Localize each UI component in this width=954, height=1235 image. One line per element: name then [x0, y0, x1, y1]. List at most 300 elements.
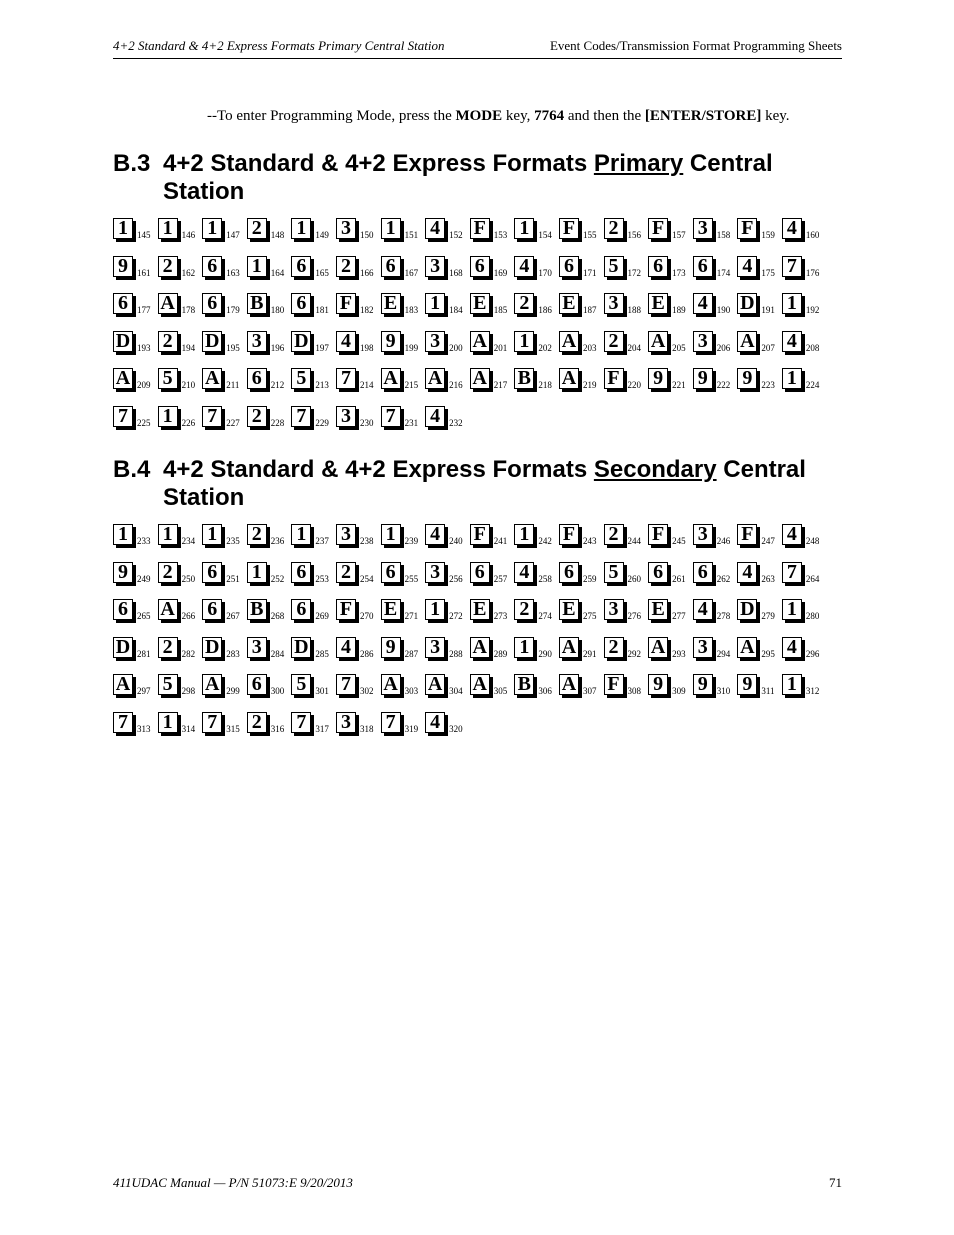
- address-entry: [291, 637, 336, 661]
- keypad-digit-box: A: [737, 637, 757, 658]
- address-number: 284: [270, 648, 285, 659]
- address-entry: [514, 331, 559, 355]
- address-entry: [737, 562, 782, 586]
- address-entry: [291, 256, 336, 280]
- keypad-digit-box: 3: [247, 637, 267, 658]
- address-number: 291: [582, 648, 597, 659]
- keypad-digit-box: D: [737, 599, 757, 620]
- keypad-digit-box: 6: [693, 256, 713, 277]
- address-entry: [291, 712, 336, 736]
- address-number: 319: [404, 723, 419, 734]
- address-entry: [158, 524, 203, 548]
- keypad-digit-box: 7: [202, 712, 222, 733]
- address-row: [113, 256, 827, 294]
- address-entry: [604, 293, 649, 317]
- keypad-digit-box: 2: [604, 524, 624, 545]
- keypad-digit-box: 5: [604, 562, 624, 583]
- address-entry: [737, 293, 782, 317]
- keypad-digit-box: 2: [604, 637, 624, 658]
- keypad-digit-box: 4: [693, 293, 713, 314]
- keypad-digit-box: 7: [113, 406, 133, 427]
- address-number: 151: [404, 230, 419, 240]
- address-number: 258: [538, 573, 552, 584]
- address-number: 185: [493, 305, 508, 315]
- address-entry: [202, 406, 247, 430]
- address-number: 180: [270, 305, 285, 315]
- keypad-digit-box: 1: [514, 637, 534, 658]
- address-number: 301: [315, 686, 329, 696]
- keypad-digit-box: 1: [381, 524, 401, 545]
- address-number: 281: [137, 648, 151, 659]
- address-number: 247: [761, 536, 775, 546]
- address-number: 195: [226, 342, 240, 353]
- keypad-digit-box: 3: [693, 218, 713, 239]
- address-number: 293: [672, 648, 686, 659]
- address-entry: [247, 368, 292, 392]
- address-entry: [782, 293, 827, 317]
- address-entry: [247, 599, 292, 623]
- address-entry: [202, 368, 247, 392]
- address-entry: [202, 599, 247, 623]
- keypad-digit-box: 2: [336, 256, 356, 277]
- address-number: 182: [359, 305, 374, 315]
- keypad-digit-box: 4: [782, 331, 802, 352]
- address-entry: [782, 256, 827, 280]
- secondary-central-station-grid: [113, 524, 827, 749]
- address-row: [113, 674, 827, 712]
- address-entry: [381, 674, 426, 698]
- section-title-text: Central: [683, 150, 773, 177]
- keypad-digit-box: D: [113, 637, 133, 658]
- address-entry: [693, 331, 738, 355]
- keypad-digit-box: E: [381, 293, 401, 314]
- address-entry: [381, 406, 426, 430]
- address-entry: [693, 674, 738, 698]
- address-entry: [113, 331, 158, 355]
- address-number: 200: [449, 342, 463, 353]
- address-number: 272: [449, 611, 463, 621]
- address-entry: [559, 637, 604, 661]
- running-header-left: 4+2 Standard & 4+2 Express Formats Primary Central Station: [113, 38, 445, 53]
- address-entry: [336, 712, 381, 736]
- header-rule: [113, 58, 842, 59]
- section-title-text: Central: [716, 456, 806, 483]
- address-entry: [559, 293, 604, 317]
- address-number: 164: [270, 267, 285, 278]
- address-number: 199: [404, 342, 419, 353]
- address-row: [113, 599, 827, 637]
- keypad-digit-box: 6: [202, 562, 222, 583]
- keypad-digit-box: 7: [336, 674, 356, 695]
- address-number: 269: [315, 611, 329, 621]
- address-number: 285: [315, 648, 329, 659]
- address-entry: [202, 637, 247, 661]
- address-number: 299: [226, 686, 240, 696]
- section-title-underlined: Primary: [593, 150, 684, 177]
- instruction-text: --To enter Programming Mode, press the: [207, 108, 456, 124]
- address-entry: [113, 218, 158, 242]
- address-number: 165: [315, 267, 329, 278]
- keypad-digit-box: 1: [425, 293, 445, 314]
- keypad-digit-box: 1: [158, 218, 178, 239]
- address-number: 174: [716, 267, 731, 278]
- address-entry: [158, 256, 203, 280]
- address-entry: [693, 256, 738, 280]
- keypad-digit-box: A: [158, 293, 178, 314]
- address-entry: [381, 599, 426, 623]
- address-row: [113, 406, 827, 444]
- keypad-digit-box: 9: [648, 674, 668, 695]
- address-entry: [604, 368, 649, 392]
- address-entry: [782, 599, 827, 623]
- keypad-digit-box: B: [247, 293, 267, 314]
- keypad-digit-box: 1: [247, 256, 267, 277]
- address-entry: [336, 218, 381, 242]
- keypad-digit-box: 1: [291, 218, 311, 239]
- keypad-digit-box: 4: [737, 562, 757, 583]
- keypad-digit-box: 6: [291, 599, 311, 620]
- keypad-digit-box: 9: [113, 256, 133, 277]
- keypad-digit-box: 7: [113, 712, 133, 733]
- keypad-digit-box: 2: [247, 218, 267, 239]
- address-number: 156: [627, 230, 642, 240]
- address-entry: [425, 562, 470, 586]
- address-entry: [737, 524, 782, 548]
- enter-store-key-label: [ENTER/STORE]: [644, 108, 762, 124]
- address-entry: [782, 674, 827, 698]
- address-number: 278: [716, 611, 731, 621]
- keypad-digit-box: 1: [158, 406, 178, 427]
- address-entry: [291, 674, 336, 698]
- address-number: 220: [627, 380, 642, 390]
- address-number: 211: [226, 380, 240, 390]
- address-number: 171: [582, 267, 597, 278]
- address-number: 154: [538, 230, 552, 240]
- keypad-digit-box: 1: [782, 674, 802, 695]
- keypad-digit-box: 6: [202, 599, 222, 620]
- address-number: 232: [449, 417, 463, 428]
- address-number: 229: [315, 417, 329, 428]
- address-row: [113, 637, 827, 675]
- keypad-digit-box: 1: [202, 218, 222, 239]
- keypad-digit-box: D: [202, 331, 222, 352]
- keypad-digit-box: 6: [470, 562, 490, 583]
- address-number: 221: [672, 380, 686, 390]
- keypad-digit-box: 1: [202, 524, 222, 545]
- address-number: 261: [672, 573, 686, 584]
- keypad-digit-box: 6: [291, 562, 311, 583]
- keypad-digit-box: 1: [158, 524, 178, 545]
- keypad-digit-box: 6: [202, 256, 222, 277]
- address-number: 213: [315, 380, 329, 390]
- address-entry: [514, 562, 559, 586]
- keypad-digit-box: A: [202, 368, 222, 389]
- address-entry: [470, 524, 515, 548]
- address-number: 205: [672, 342, 686, 353]
- address-entry: [514, 218, 559, 242]
- address-entry: [247, 331, 292, 355]
- keypad-digit-box: 2: [158, 637, 178, 658]
- address-entry: [113, 368, 158, 392]
- address-number: 178: [181, 305, 196, 315]
- address-entry: [381, 637, 426, 661]
- address-number: 255: [404, 573, 419, 584]
- address-number: 194: [181, 342, 196, 353]
- address-entry: [158, 293, 203, 317]
- address-entry: [381, 256, 426, 280]
- address-entry: [559, 674, 604, 698]
- keypad-digit-box: 1: [514, 524, 534, 545]
- address-number: 308: [627, 686, 642, 696]
- address-entry: [381, 293, 426, 317]
- address-entry: [291, 524, 336, 548]
- keypad-digit-box: 2: [336, 562, 356, 583]
- keypad-digit-box: 9: [693, 674, 713, 695]
- address-entry: [604, 674, 649, 698]
- keypad-digit-box: 3: [425, 562, 445, 583]
- address-number: 307: [582, 686, 597, 696]
- address-number: 188: [627, 305, 642, 315]
- keypad-digit-box: A: [425, 368, 445, 389]
- address-entry: [425, 712, 470, 736]
- address-entry: [514, 637, 559, 661]
- keypad-digit-box: 1: [381, 218, 401, 239]
- address-row: [113, 562, 827, 600]
- address-entry: [604, 256, 649, 280]
- address-number: 191: [761, 305, 775, 315]
- keypad-digit-box: 6: [247, 674, 267, 695]
- address-number: 300: [270, 686, 285, 696]
- address-number: 263: [761, 573, 775, 584]
- address-entry: [336, 637, 381, 661]
- keypad-digit-box: A: [381, 674, 401, 695]
- address-number: 246: [716, 536, 731, 546]
- address-entry: [470, 256, 515, 280]
- address-number: 311: [761, 686, 775, 696]
- keypad-digit-box: F: [470, 524, 490, 545]
- address-entry: [113, 256, 158, 280]
- keypad-digit-box: 4: [782, 218, 802, 239]
- keypad-digit-box: 9: [381, 331, 401, 352]
- keypad-digit-box: 4: [782, 524, 802, 545]
- address-number: 227: [226, 417, 240, 428]
- keypad-digit-box: 5: [291, 674, 311, 695]
- keypad-digit-box: 1: [782, 368, 802, 389]
- address-entry: [782, 637, 827, 661]
- keypad-digit-box: 2: [604, 331, 624, 352]
- address-number: 163: [226, 267, 240, 278]
- keypad-digit-box: A: [425, 674, 445, 695]
- address-row: [113, 712, 827, 750]
- keypad-digit-box: 6: [291, 256, 311, 277]
- address-entry: [336, 599, 381, 623]
- address-number: 277: [672, 611, 686, 621]
- address-number: 296: [805, 648, 820, 659]
- keypad-digit-box: F: [559, 218, 579, 239]
- address-entry: [737, 331, 782, 355]
- address-entry: [648, 368, 693, 392]
- keypad-digit-box: 4: [425, 406, 445, 427]
- address-number: 318: [359, 723, 374, 734]
- address-number: 176: [805, 267, 820, 278]
- keypad-digit-box: 2: [158, 562, 178, 583]
- address-entry: [113, 562, 158, 586]
- address-entry: [425, 406, 470, 430]
- keypad-digit-box: E: [648, 599, 668, 620]
- keypad-digit-box: 4: [514, 562, 534, 583]
- keypad-digit-box: 1: [158, 712, 178, 733]
- address-number: 166: [359, 267, 374, 278]
- keypad-digit-box: A: [470, 637, 490, 658]
- address-entry: [158, 218, 203, 242]
- keypad-digit-box: A: [737, 331, 757, 352]
- address-entry: [336, 331, 381, 355]
- address-entry: [336, 293, 381, 317]
- address-entry: [425, 674, 470, 698]
- section-number: B.3: [113, 150, 151, 177]
- address-entry: [113, 599, 158, 623]
- address-number: 218: [538, 380, 552, 390]
- keypad-digit-box: 3: [425, 256, 445, 277]
- address-entry: [648, 637, 693, 661]
- address-entry: [202, 331, 247, 355]
- address-number: 183: [404, 305, 419, 315]
- address-number: 196: [270, 342, 285, 353]
- keypad-digit-box: 1: [782, 599, 802, 620]
- address-entry: [291, 368, 336, 392]
- address-entry: [514, 599, 559, 623]
- keypad-digit-box: 6: [291, 293, 311, 314]
- keypad-digit-box: 4: [514, 256, 534, 277]
- address-entry: [381, 218, 426, 242]
- section-title-secondary: [113, 456, 853, 512]
- keypad-digit-box: A: [158, 599, 178, 620]
- address-entry: [158, 406, 203, 430]
- address-number: 192: [805, 305, 820, 315]
- address-number: 267: [226, 611, 240, 621]
- address-entry: [381, 524, 426, 548]
- keypad-digit-box: F: [737, 218, 757, 239]
- keypad-digit-box: 3: [336, 712, 356, 733]
- address-number: 235: [226, 536, 240, 546]
- address-number: 212: [270, 380, 285, 390]
- address-entry: [158, 637, 203, 661]
- keypad-digit-box: 2: [247, 524, 267, 545]
- address-entry: [693, 562, 738, 586]
- keypad-digit-box: 6: [113, 599, 133, 620]
- address-number: 268: [270, 611, 285, 621]
- address-number: 256: [449, 573, 463, 584]
- address-entry: [158, 562, 203, 586]
- keypad-digit-box: F: [336, 599, 356, 620]
- address-entry: [247, 524, 292, 548]
- address-number: 298: [181, 686, 196, 696]
- keypad-digit-box: A: [559, 674, 579, 695]
- address-number: 193: [137, 342, 151, 353]
- keypad-digit-box: A: [559, 637, 579, 658]
- address-number: 280: [805, 611, 820, 621]
- keypad-digit-box: A: [470, 674, 490, 695]
- address-number: 146: [181, 230, 196, 240]
- keypad-digit-box: F: [648, 524, 668, 545]
- address-number: 290: [538, 648, 552, 659]
- address-number: 306: [538, 686, 552, 696]
- keypad-digit-box: A: [559, 331, 579, 352]
- address-entry: [648, 293, 693, 317]
- keypad-digit-box: 9: [113, 562, 133, 583]
- address-number: 309: [672, 686, 686, 696]
- keypad-digit-box: D: [291, 637, 311, 658]
- address-entry: [247, 562, 292, 586]
- address-entry: [425, 218, 470, 242]
- address-number: 202: [538, 342, 552, 353]
- address-entry: [693, 368, 738, 392]
- address-entry: [648, 599, 693, 623]
- primary-central-station-grid: [113, 218, 827, 443]
- address-number: 315: [226, 723, 240, 734]
- address-number: 237: [315, 536, 329, 546]
- address-number: 197: [315, 342, 329, 353]
- address-entry: [291, 293, 336, 317]
- address-number: 225: [137, 417, 151, 428]
- keypad-digit-box: D: [291, 331, 311, 352]
- section-number: B.4: [113, 456, 151, 483]
- address-entry: [381, 368, 426, 392]
- address-number: 241: [493, 536, 508, 546]
- address-number: 288: [449, 648, 463, 659]
- address-number: 152: [449, 230, 463, 240]
- keypad-digit-box: 3: [693, 637, 713, 658]
- address-number: 289: [493, 648, 508, 659]
- address-number: 297: [137, 686, 151, 696]
- address-number: 238: [359, 536, 374, 546]
- address-number: 153: [493, 230, 508, 240]
- keypad-digit-box: 2: [247, 406, 267, 427]
- keypad-digit-box: 3: [336, 524, 356, 545]
- address-number: 230: [359, 417, 374, 428]
- footer-manual-info: 411UDAC Manual — P/N 51073:E 9/20/2013: [113, 1175, 353, 1190]
- address-entry: [158, 599, 203, 623]
- keypad-digit-box: 3: [425, 637, 445, 658]
- keypad-digit-box: 9: [648, 368, 668, 389]
- address-number: 287: [404, 648, 419, 659]
- keypad-digit-box: 3: [693, 331, 713, 352]
- keypad-digit-box: A: [381, 368, 401, 389]
- address-number: 184: [449, 305, 463, 315]
- keypad-digit-box: B: [514, 368, 534, 389]
- address-entry: [425, 293, 470, 317]
- keypad-digit-box: 5: [158, 674, 178, 695]
- address-entry: [693, 599, 738, 623]
- address-entry: [782, 524, 827, 548]
- address-entry: [336, 524, 381, 548]
- address-number: 243: [582, 536, 597, 546]
- address-entry: [514, 368, 559, 392]
- address-entry: [693, 637, 738, 661]
- keypad-digit-box: 6: [559, 562, 579, 583]
- address-number: 175: [761, 267, 775, 278]
- section-title-line2: Station: [163, 178, 245, 205]
- keypad-digit-box: 7: [291, 712, 311, 733]
- keypad-digit-box: 6: [693, 562, 713, 583]
- address-entry: [291, 218, 336, 242]
- keypad-digit-box: 4: [425, 524, 445, 545]
- address-entry: [247, 256, 292, 280]
- address-entry: [470, 368, 515, 392]
- keypad-digit-box: F: [648, 218, 668, 239]
- address-number: 282: [181, 648, 196, 659]
- address-number: 302: [359, 686, 374, 696]
